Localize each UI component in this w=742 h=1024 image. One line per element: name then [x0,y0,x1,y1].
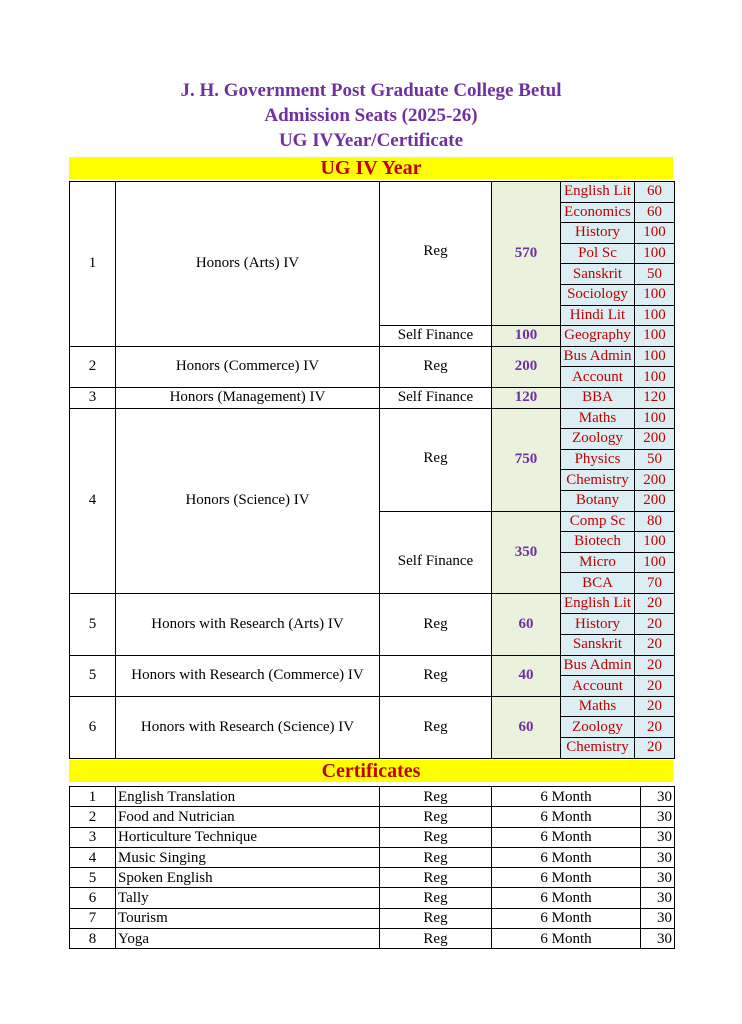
subject-seats: 100 [635,305,675,326]
course-name: Honors (Science) IV [116,408,380,593]
course-name: Honors with Research (Commerce) IV [116,655,380,696]
course-name: Honors (Arts) IV [116,182,380,347]
subject-name: Micro [561,552,635,573]
subject-seats: 100 [635,284,675,305]
course-sno: 5 [70,655,116,696]
subject-name: Bus Admin [561,655,635,676]
subject-name: Account [561,367,635,388]
subject-seats: 200 [635,490,675,511]
course-sno: 4 [70,408,116,593]
certificate-name: Tally [116,888,380,908]
admission-type: Reg [380,655,492,696]
subject-seats: 20 [635,738,675,759]
certificate-seats: 30 [641,888,675,908]
certificate-duration: 6 Month [492,929,641,949]
certificate-sno: 8 [70,929,116,949]
admission-type: Self Finance [380,387,492,408]
subject-seats: 20 [635,676,675,697]
subject-name: Comp Sc [561,511,635,532]
subject-name: Pol Sc [561,243,635,264]
certificate-type: Reg [380,827,492,847]
admission-type: Self Finance [380,326,492,347]
certificate-name: Tourism [116,908,380,928]
subject-name: History [561,223,635,244]
course-name: Honors (Commerce) IV [116,346,380,387]
subject-seats: 200 [635,429,675,450]
group-seats: 200 [492,346,561,387]
subject-seats: 50 [635,264,675,285]
subject-seats: 70 [635,573,675,594]
certificate-name: Yoga [116,929,380,949]
subject-name: Chemistry [561,738,635,759]
certificate-duration: 6 Month [492,868,641,888]
subject-name: History [561,614,635,635]
admission-type: Self Finance [380,511,492,593]
subject-seats: 20 [635,614,675,635]
certificate-type: Reg [380,787,492,807]
subject-name: Sanskrit [561,635,635,656]
course-name: Honors with Research (Arts) IV [116,593,380,655]
ug-row [70,593,675,614]
group-seats: 100 [492,326,561,347]
certificate-row [70,908,675,928]
certificate-duration: 6 Month [492,908,641,928]
certificate-duration: 6 Month [492,787,641,807]
subject-name: Sanskrit [561,264,635,285]
certificate-duration: 6 Month [492,827,641,847]
group-seats: 40 [492,655,561,696]
certificate-seats: 30 [641,827,675,847]
subject-seats: 20 [635,593,675,614]
certificate-duration: 6 Month [492,847,641,867]
admission-type: Reg [380,696,492,758]
subject-name: BBA [561,387,635,408]
group-seats: 60 [492,593,561,655]
course-sno: 2 [70,346,116,387]
certificate-row [70,929,675,949]
document-section: UG IVYear/Certificate [278,130,464,151]
subject-seats: 50 [635,449,675,470]
certificate-name: Food and Nutrician [116,807,380,827]
subject-name: Hindi Lit [561,305,635,326]
subject-name: Bus Admin [561,346,635,367]
subject-name: Geography [561,326,635,347]
group-seats: 750 [492,408,561,511]
course-sno: 3 [70,387,116,408]
subject-seats: 100 [635,408,675,429]
admission-type: Reg [380,346,492,387]
certificate-row [70,868,675,888]
subject-seats: 120 [635,387,675,408]
group-seats: 60 [492,696,561,758]
subject-name: Zoology [561,429,635,450]
certificate-name: Spoken English [116,868,380,888]
certificate-sno: 3 [70,827,116,847]
ug-row [70,696,675,717]
subject-name: Maths [561,408,635,429]
certificate-sno: 6 [70,888,116,908]
subject-seats: 20 [635,635,675,656]
ug-row [70,182,675,203]
subject-seats: 100 [635,326,675,347]
admission-type: Reg [380,408,492,511]
subject-seats: 100 [635,346,675,367]
certificate-type: Reg [380,888,492,908]
course-name: Honors (Management) IV [116,387,380,408]
subject-seats: 100 [635,223,675,244]
certificate-type: Reg [380,847,492,867]
subject-seats: 20 [635,696,675,717]
subject-name: Physics [561,449,635,470]
course-name: Honors with Research (Science) IV [116,696,380,758]
subject-name: BCA [561,573,635,594]
college-name: J. H. Government Post Graduate College Betul [180,80,562,101]
subject-name: Maths [561,696,635,717]
course-sno: 6 [70,696,116,758]
subject-seats: 20 [635,655,675,676]
certificate-type: Reg [380,868,492,888]
subject-name: English Lit [561,182,635,203]
certificate-seats: 30 [641,868,675,888]
certificate-name: Music Singing [116,847,380,867]
certificate-sno: 2 [70,807,116,827]
subject-name: Zoology [561,717,635,738]
subject-seats: 60 [635,182,675,203]
subject-name: Botany [561,490,635,511]
certificate-name: English Translation [116,787,380,807]
subject-seats: 100 [635,367,675,388]
ug-row [70,346,675,367]
certificate-name: Horticulture Technique [116,827,380,847]
subject-seats: 20 [635,717,675,738]
certificates-section-heading: Certificates [69,760,673,782]
certificates-table [69,786,675,949]
course-sno: 5 [70,593,116,655]
subject-name: Sociology [561,284,635,305]
certificate-duration: 6 Month [492,807,641,827]
certificate-seats: 30 [641,847,675,867]
certificate-type: Reg [380,908,492,928]
certificate-sno: 1 [70,787,116,807]
certificate-seats: 30 [641,787,675,807]
certificate-row [70,847,675,867]
document-subtitle: Admission Seats (2025-26) [264,105,478,126]
subject-name: Chemistry [561,470,635,491]
subject-seats: 60 [635,202,675,223]
subject-seats: 80 [635,511,675,532]
ug-seats-table [69,181,675,759]
ug-row [70,408,675,429]
certificate-row [70,827,675,847]
ug-section-heading: UG IV Year [69,157,673,179]
certificate-seats: 30 [641,807,675,827]
subject-seats: 100 [635,532,675,553]
certificate-type: Reg [380,929,492,949]
ug-row [70,387,675,408]
ug-row [70,655,675,676]
certificate-type: Reg [380,807,492,827]
certificate-row [70,807,675,827]
certificate-seats: 30 [641,908,675,928]
certificate-duration: 6 Month [492,888,641,908]
certificate-row [70,787,675,807]
certificate-row [70,888,675,908]
subject-name: Account [561,676,635,697]
group-seats: 350 [492,511,561,593]
certificate-sno: 7 [70,908,116,928]
subject-name: Economics [561,202,635,223]
group-seats: 570 [492,182,561,326]
subject-seats: 100 [635,552,675,573]
admission-type: Reg [380,182,492,326]
subject-seats: 200 [635,470,675,491]
group-seats: 120 [492,387,561,408]
certificate-sno: 4 [70,847,116,867]
certificate-seats: 30 [641,929,675,949]
subject-name: Biotech [561,532,635,553]
document-header [0,78,742,153]
admission-type: Reg [380,593,492,655]
subject-seats: 100 [635,243,675,264]
course-sno: 1 [70,182,116,347]
certificate-sno: 5 [70,868,116,888]
subject-name: English Lit [561,593,635,614]
